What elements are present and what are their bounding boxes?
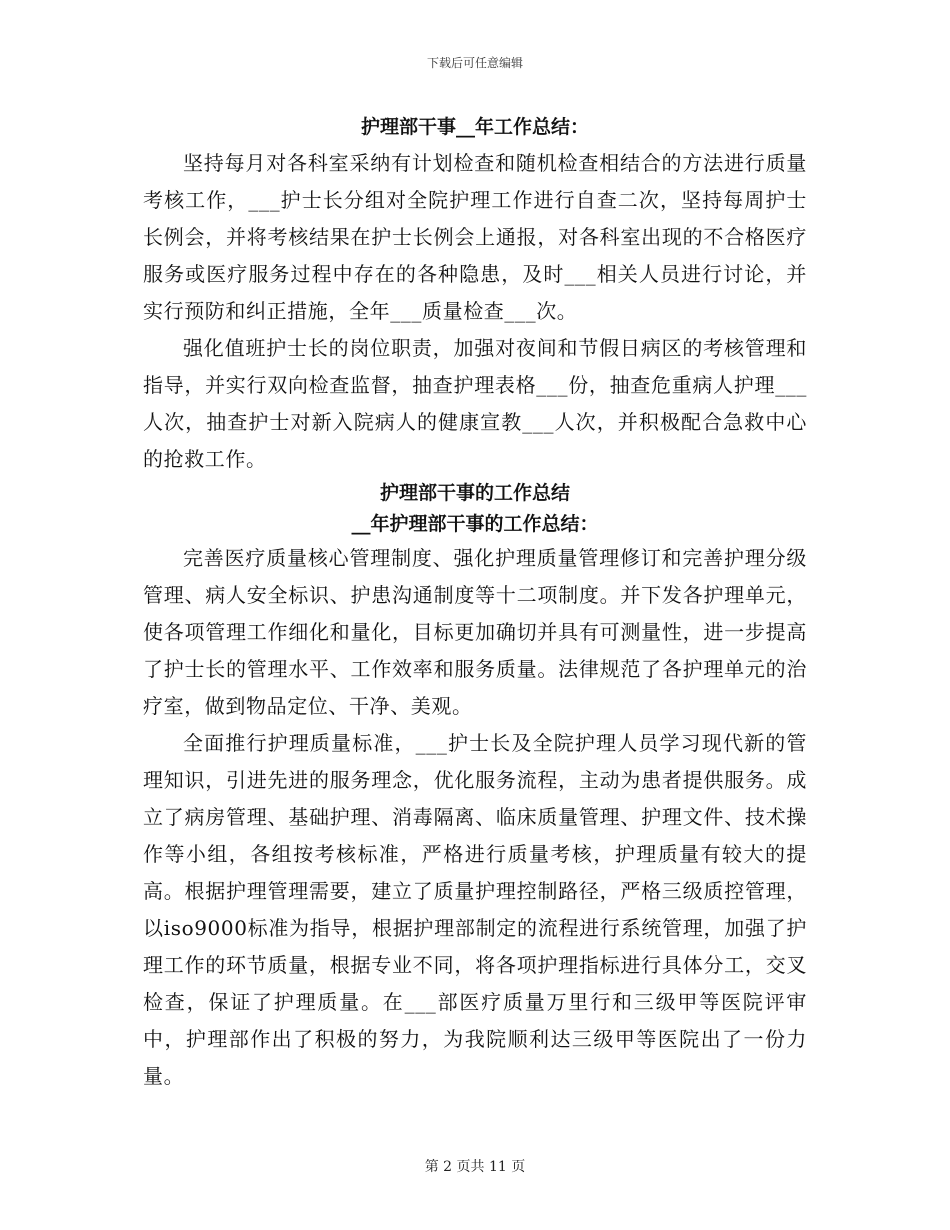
section-subtitle: __年护理部干事的工作总结：: [351, 513, 599, 535]
section-title-work-summary: 护理部干事的工作总结: [379, 482, 570, 504]
paragraph: 全面推行护理质量标准，___护士长及全院护理人员学习现代新的管理知识，引进先进的服务理念，优化服务流程，主动为患者提供服务。成立了病房管理、基础护理、消毒隔离、临床质量管理、护理文件、技术操作等小组，各组按考核标准，严格进行质量考核，护理质量有较大的提高。根据护理管理需要，建立了质量护理控制路径，严格三级质控管理，以iso9000标准为指导，根据护理部制定的流程进行系统管理，加强了护理工作的环节质量，根据专业不同，将各项护理指标进行具体分工，交叉检查，保证了护理质量。在___部医疗质量万里行和三级甲等医院评审中，护理部作出了积极的努力，为我院顺利达三级甲等医院出了一份力量。: [143, 731, 807, 1088]
paragraph: 坚持每月对各科室采纳有计划检查和随机检查相结合的方法进行质量考核工作，___护士长分组对全院护理工作进行自查二次，坚持每周护士长例会，并将考核结果在护士长例会上通报，对各科室出现的不合格医疗服务或医疗服务过程中存在的各种隐患，及时___相关人员进行讨论，并实行预防和纠正措施，全年___质量检查___次。: [143, 151, 807, 323]
paragraph: 强化值班护士长的岗位职责，加强对夜间和节假日病区的考核管理和指导，并实行双向检查监督，抽查护理表格___份，抽查危重病人护理___人次，抽查护士对新入院病人的健康宣教___人次，并积极配合急救中心的抢救工作。: [143, 336, 807, 471]
document-body: [143, 112, 807, 1095]
paragraph: 完善医疗质量核心管理制度、强化护理质量管理修订和完善护理分级管理、病人安全标识、护患沟通制度等十二项制度。并下发各护理单元，使各项管理工作细化和量化，目标更加确切并具有可测量性，进一步提高了护士长的管理水平、工作效率和服务质量。法律规范了各护理单元的治疗室，做到物品定位、干净、美观。: [143, 546, 807, 718]
page-header: 下载后可任意编辑: [426, 56, 523, 70]
section-title-annual-summary: 护理部干事__年工作总结：: [360, 116, 589, 138]
page-footer: 第 2 页共 11 页: [424, 1159, 526, 1175]
